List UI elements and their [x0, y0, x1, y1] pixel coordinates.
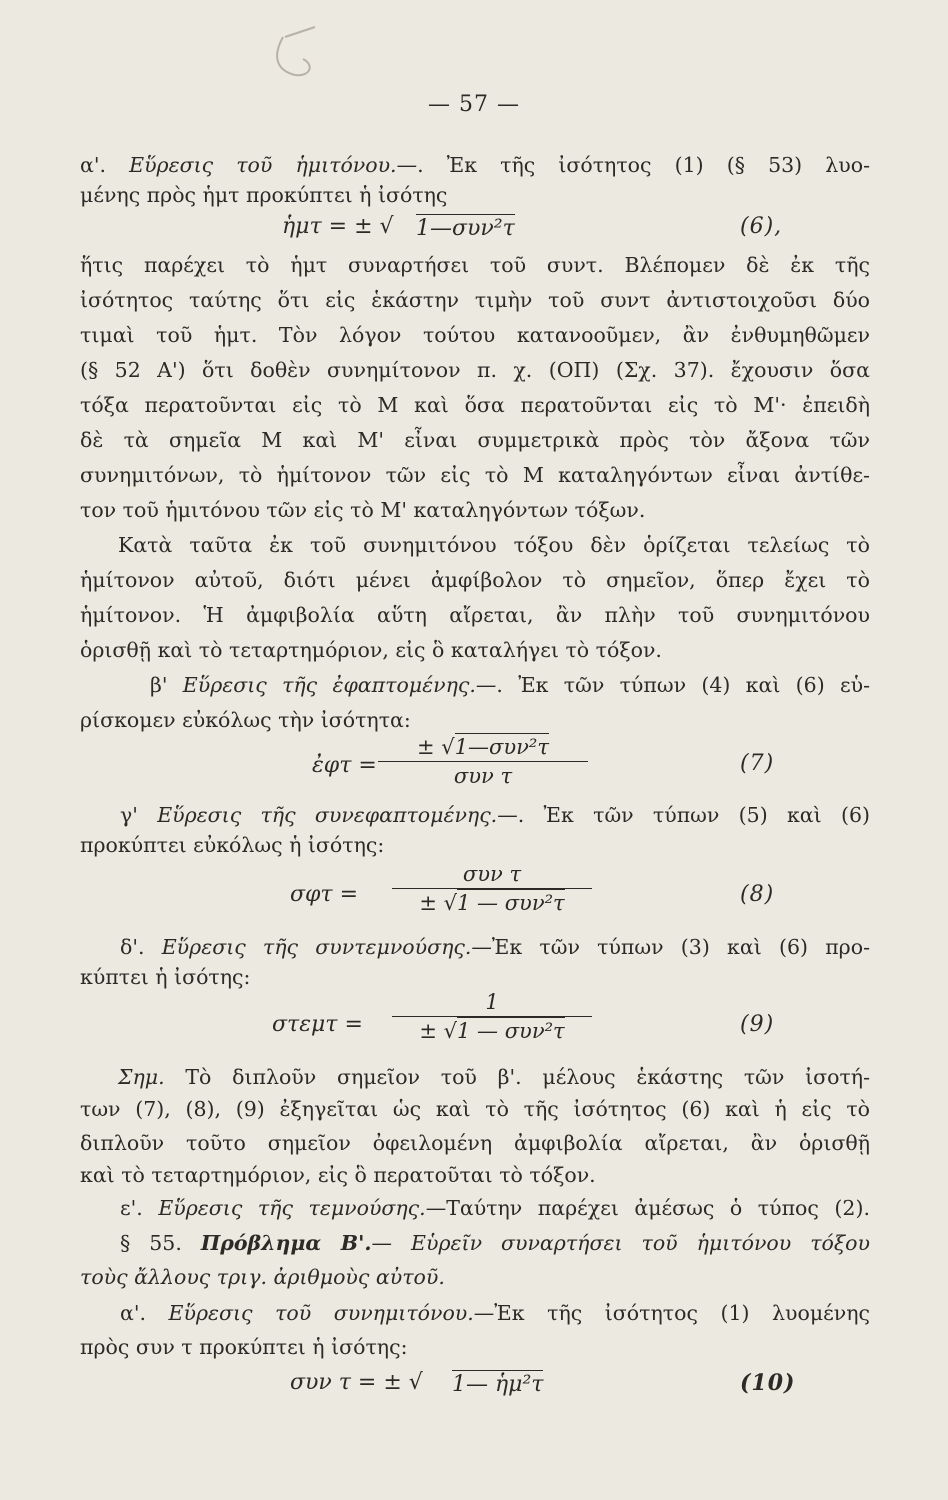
equation-number: (8)	[740, 882, 775, 907]
text-line: Κατὰ ταῦτα ἐκ τοῦ συνημιτόνου τόξου δὲν ὁρίζεται τελείως τὸ	[118, 533, 870, 557]
text-line: α'. Εὕρεσις τοῦ ἡμιτόνου.—. Ἐκ τῆς ἰσότητος (1) (§ 53) λυο-	[80, 153, 871, 177]
text-line: δὲ τὰ σημεῖα Μ καὶ Μ' εἶναι συμμετρικὰ πρὸς τὸν ἄξονα τῶν	[80, 428, 870, 452]
equation-number: (10)	[740, 1370, 796, 1396]
text-line: ρίσκομεν εὐκόλως τὴν ἰσότητα:	[80, 708, 411, 732]
text-line: ε'. Εὕρεσις τῆς τεμνούσης.—Ταύτην παρέχει ἀμέσως ὁ τύπος (2).	[120, 1196, 870, 1220]
text-line: δ'. Εὕρεσις τῆς συντεμνούσης.—Ἐκ τῶν τύπων (3) καὶ (6) προ-	[120, 935, 870, 959]
equation-number: (7)	[740, 751, 775, 776]
page-number: — 57 —	[428, 92, 520, 117]
text-line: (§ 52 Α') ὅτι δοθὲν συνημίτονον π. χ. (ΟΠ) (Σχ. 37). ἔχουσιν ὅσα	[80, 358, 870, 382]
section-heading: § 55. Πρόβλημα Β'.— Εὑρεῖν συναρτήσει τοῦ ἡμιτόνου τόξου	[120, 1231, 870, 1255]
text-line: ἰσότητος ταύτης ὅτι εἰς ἑκάστην τιμὴν τοῦ συντ ἀντιστοιχοῦσι δύο	[80, 288, 870, 312]
text-line: τιμαὶ τοῦ ἡμτ. Τὸν λόγον τούτου κατανοοῦμεν, ἂν ἐνθυμηθῶμεν	[80, 323, 870, 347]
pencil-mark	[255, 25, 325, 85]
formula-8: σφτ = συν τ ± √1 — συν²τ (8)	[290, 862, 775, 915]
text-line: των (7), (8), (9) ἐξηγεῖται ὡς καὶ τὸ τῆς ἰσότητος (6) καὶ ἡ εἰς τὸ	[80, 1097, 870, 1121]
text-line: α'. Εὕρεσις τοῦ συνημιτόνου.—Ἐκ τῆς ἰσότητος (1) λυομένης	[120, 1301, 871, 1325]
fraction: ± √1—συν²τ συν τ	[378, 735, 588, 788]
text-line: β' Εὕρεσις τῆς ἐφαπτομένης.—. Ἐκ τῶν τύπων (4) καὶ (6) εὑ-	[150, 673, 870, 697]
text-line: μένης πρὸς ἡμτ προκύπτει ἡ ἰσότης	[80, 183, 448, 207]
fraction: 1 ± √1 — συν²τ	[392, 990, 592, 1043]
equation-number: (6),	[740, 214, 783, 239]
formula-9: στεμτ = 1 ± √1 — συν²τ (9)	[272, 990, 775, 1043]
text-line: διπλοῦν τοῦτο σημεῖον ὀφειλομένη ἀμφιβολία αἴρεται, ἂν ὁρισθῇ	[80, 1131, 870, 1155]
fraction: συν τ ± √1 — συν²τ	[392, 862, 592, 915]
text-line: γ' Εὕρεσις τῆς συνεφαπτομένης.—. Ἐκ τῶν τύπων (5) καὶ (6)	[120, 803, 870, 827]
text-line: τον τοῦ ἡμιτόνου τῶν εἰς τὸ Μ' καταληγόντων τόξων.	[80, 498, 646, 522]
text-line: κύπτει ἡ ἰσότης:	[80, 965, 251, 989]
text-line: τόξα περατοῦνται εἰς τὸ Μ καὶ ὅσα περατοῦνται εἰς τὸ Μ'· ἐπειδὴ	[80, 393, 870, 417]
formula-10: συν τ = ± √ 1— ἡμ²τ (10)	[290, 1370, 796, 1397]
text-line: τοὺς ἄλλους τριγ. ἀριθμοὺς αὐτοῦ.	[80, 1265, 445, 1289]
text-line: Σημ. Τὸ διπλοῦν σημεῖον τοῦ β'. μέλους ἑκάστης τῶν ἰσοτή-	[118, 1065, 870, 1089]
text-line: πρὸς συν τ προκύπτει ἡ ἰσότης:	[80, 1335, 408, 1359]
text-line: ἡμίτονον. Ἡ ἀμφιβολία αὕτη αἴρεται, ἂν πλὴν τοῦ συνημιτόνου	[80, 603, 870, 627]
text-line: προκύπτει εὐκόλως ἡ ἰσότης:	[80, 833, 385, 857]
text-line: ἡμίτονον αὐτοῦ, διότι μένει ἀμφίβολον τὸ σημεῖον, ὅπερ ἔχει τὸ	[80, 568, 870, 592]
text-line: ἥτις παρέχει τὸ ἡμτ συναρτήσει τοῦ συντ. Βλέπομεν δὲ ἐκ τῆς	[80, 253, 870, 277]
equation-number: (9)	[740, 1012, 775, 1037]
formula-7: ἐφτ = ± √1—συν²τ συν τ (7)	[312, 735, 775, 788]
text-line: συνημιτόνων, τὸ ἡμίτονον τῶν εἰς τὸ Μ καταληγόντων εἶναι ἀντίθε-	[80, 463, 870, 487]
text-line: καὶ τὸ τεταρτημόριον, εἰς ὃ περατοῦται τὸ τόξον.	[80, 1163, 596, 1187]
text-line: ὁρισθῇ καὶ τὸ τεταρτημόριον, εἰς ὃ καταλήγει τὸ τόξον.	[80, 638, 662, 662]
formula-6: ἡμτ = ± √ 1—συν²τ (6),	[282, 214, 783, 241]
